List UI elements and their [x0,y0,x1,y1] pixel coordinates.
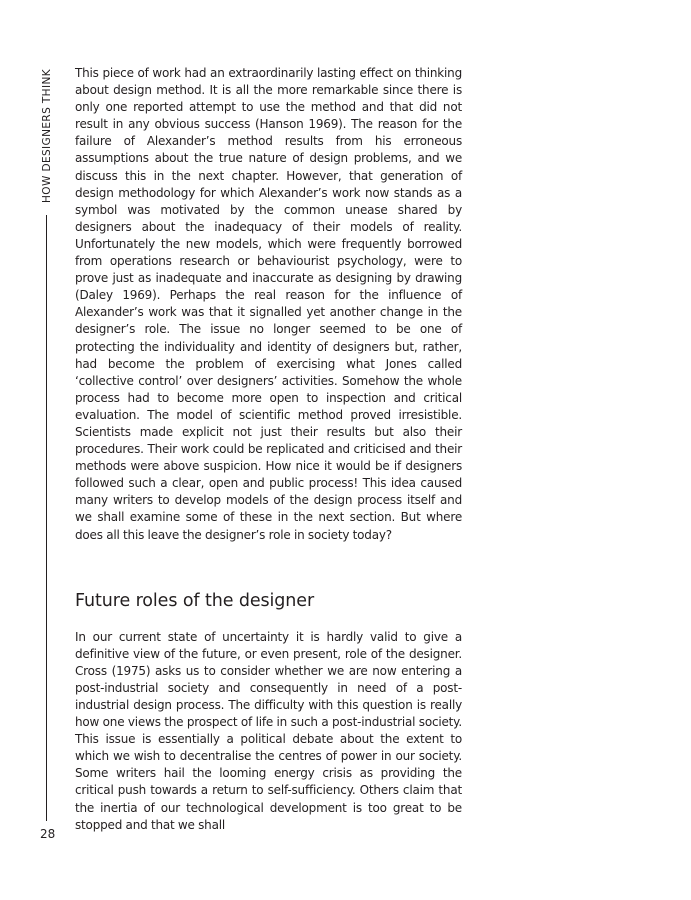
running-head-text: HOW DESIGNERS THINK [41,68,53,204]
paragraph-2: In our current state of uncertainty it is hardly valid to give a definitive view of the future, or even present, role of the designer. Cross (1975) asks us to consider whether we are now entering a post-industrial society and consequently in need of a post-industrial design process. The difficulty with this question is really how one views the prospect of life in such a post-industrial society. This issue is essentially a political debate about the extent to which we wish to decentralise the centres of power in our society. Some writers hail the looming energy crisis as providing the critical push towards a return to self-sufficiency. Others claim that the inertia of our technological development is too great to be stopped and that we shall [75,629,462,832]
running-head [41,66,53,206]
page-number: 28 [40,827,56,841]
section-heading: Future roles of the designer [75,590,315,611]
body-text [75,65,462,834]
paragraph-1: This piece of work had an extraordinarily lasting effect on thinking about design method. It is all the more remarkable since there is only one reported attempt to use the method and that did not result in any obvious success (Hanson 1969). The reason for the failure of Alexander’s method results from his erroneous assumptions about the true nature of design problems, and we discuss this in the next chapter. However, that generation of design methodology for which Alexander’s work now stands as a symbol was motivated by the common unease shared by designers about the inadequacy of their models of reality. Unfortunately the new models, which were frequently borrowed from operations research or behaviourist psychology, were to prove just as inadequate and inaccurate as designing by drawing (Daley 1969). Perhaps the real reason for the influence of Alexander’s work was that it signalled yet another change in the designer’s role. The issue no longer seemed to be one of protecting the individuality and identity of designers but, rather, had become the problem of exercising what Jones called ‘collective control’ over designers’ activities. Somehow the whole process had to become more open to inspection and critical evaluation. The model of scientific method proved irresistible. Scientists made explicit not just their results but also their procedures. Their work could be replicated and criticised and their methods were above suspicion. How nice it would be if designers followed such a clear, open and public process! This idea caused many writers to develop models of the design process itself and we shall examine some of these in the next section. But where does all this leave the designer’s role in society today? [75,66,462,542]
margin-rule [46,215,47,821]
